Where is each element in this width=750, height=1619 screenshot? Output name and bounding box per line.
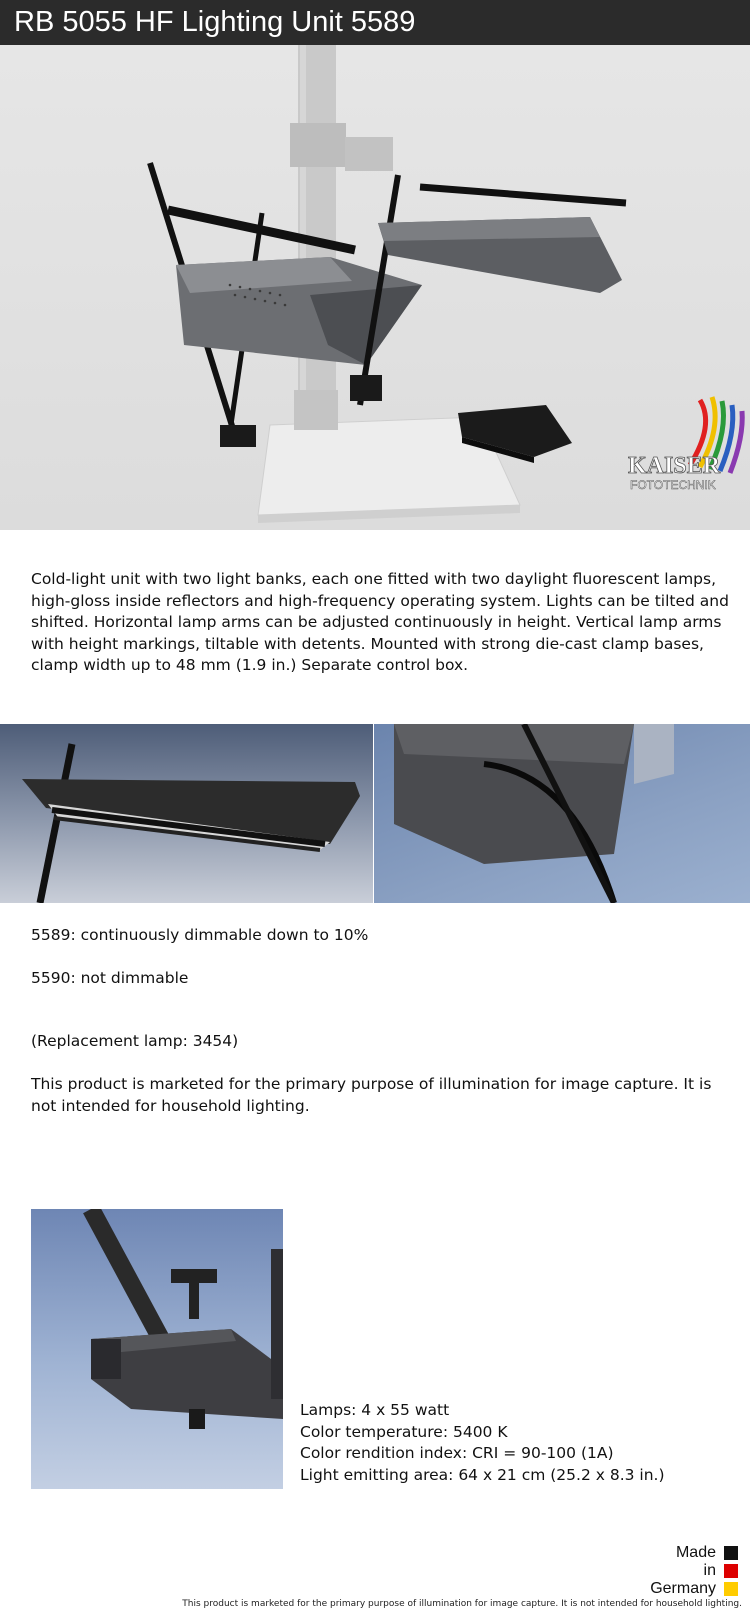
kaiser-logo [628, 397, 742, 492]
footer-note: This product is marketed for the primary purpose of illumination for image capture. It is not intended for household lighting. [182, 1599, 742, 1609]
lighting-unit-illustration [0, 45, 750, 530]
usage-notice: This product is marketed for the primary purpose of illumination for image capture. It is not intended for household lighting. [31, 1075, 712, 1115]
spec-list [300, 1400, 720, 1486]
svg-text:FOTOTECHNIK: FOTOTECHNIK [630, 478, 716, 492]
spec-light-emitting-area: Light emitting area: 64 x 21 cm (25.2 x 8.3 in.) [300, 1465, 665, 1484]
german-flag-icon [724, 1546, 738, 1600]
spec-lamps: Lamps: 4 x 55 watt [300, 1401, 450, 1419]
made-in-line-2: in [703, 1562, 716, 1579]
product-description: Cold-light unit with two light banks, each one fitted with two daylight fluorescent lamps, high-gloss inside reflectors and high-frequency operating system. Lights can be tilted and shifted. Horizontal lamp arms can be adjusted continuously in height. Vertical lamp arms with height markings, tiltable with detents. Mounted with strong die-cast clamp bases, clamp width up to 48 mm (1.9 in.) Separate control box. [31, 570, 729, 674]
hero-product-image [0, 45, 750, 530]
made-in-germany-badge [628, 1544, 738, 1600]
page-title: RB 5055 HF Lighting Unit 5589 [14, 6, 416, 38]
spec-cri: Color rendition index: CRI = 90-100 (1A) [300, 1444, 614, 1463]
made-in-line-1: Made [675, 1544, 716, 1561]
variant-5590: 5590: not dimmable [31, 969, 189, 987]
detail-photo-row [0, 724, 750, 903]
spec-color-temperature: Color temperature: 5400 K [300, 1422, 508, 1441]
page-header [0, 0, 750, 45]
clamp-base-photo [31, 1209, 283, 1489]
lamp-housing-closeup-photo [374, 724, 750, 903]
variant-5589: 5589: continuously dimmable down to 10% [31, 926, 369, 944]
svg-text:KAISER: KAISER [628, 453, 721, 479]
lamp-reflector-photo [0, 724, 373, 903]
replacement-lamp: (Replacement lamp: 3454) [31, 1032, 239, 1050]
made-in-line-3: Germany [650, 1580, 716, 1597]
